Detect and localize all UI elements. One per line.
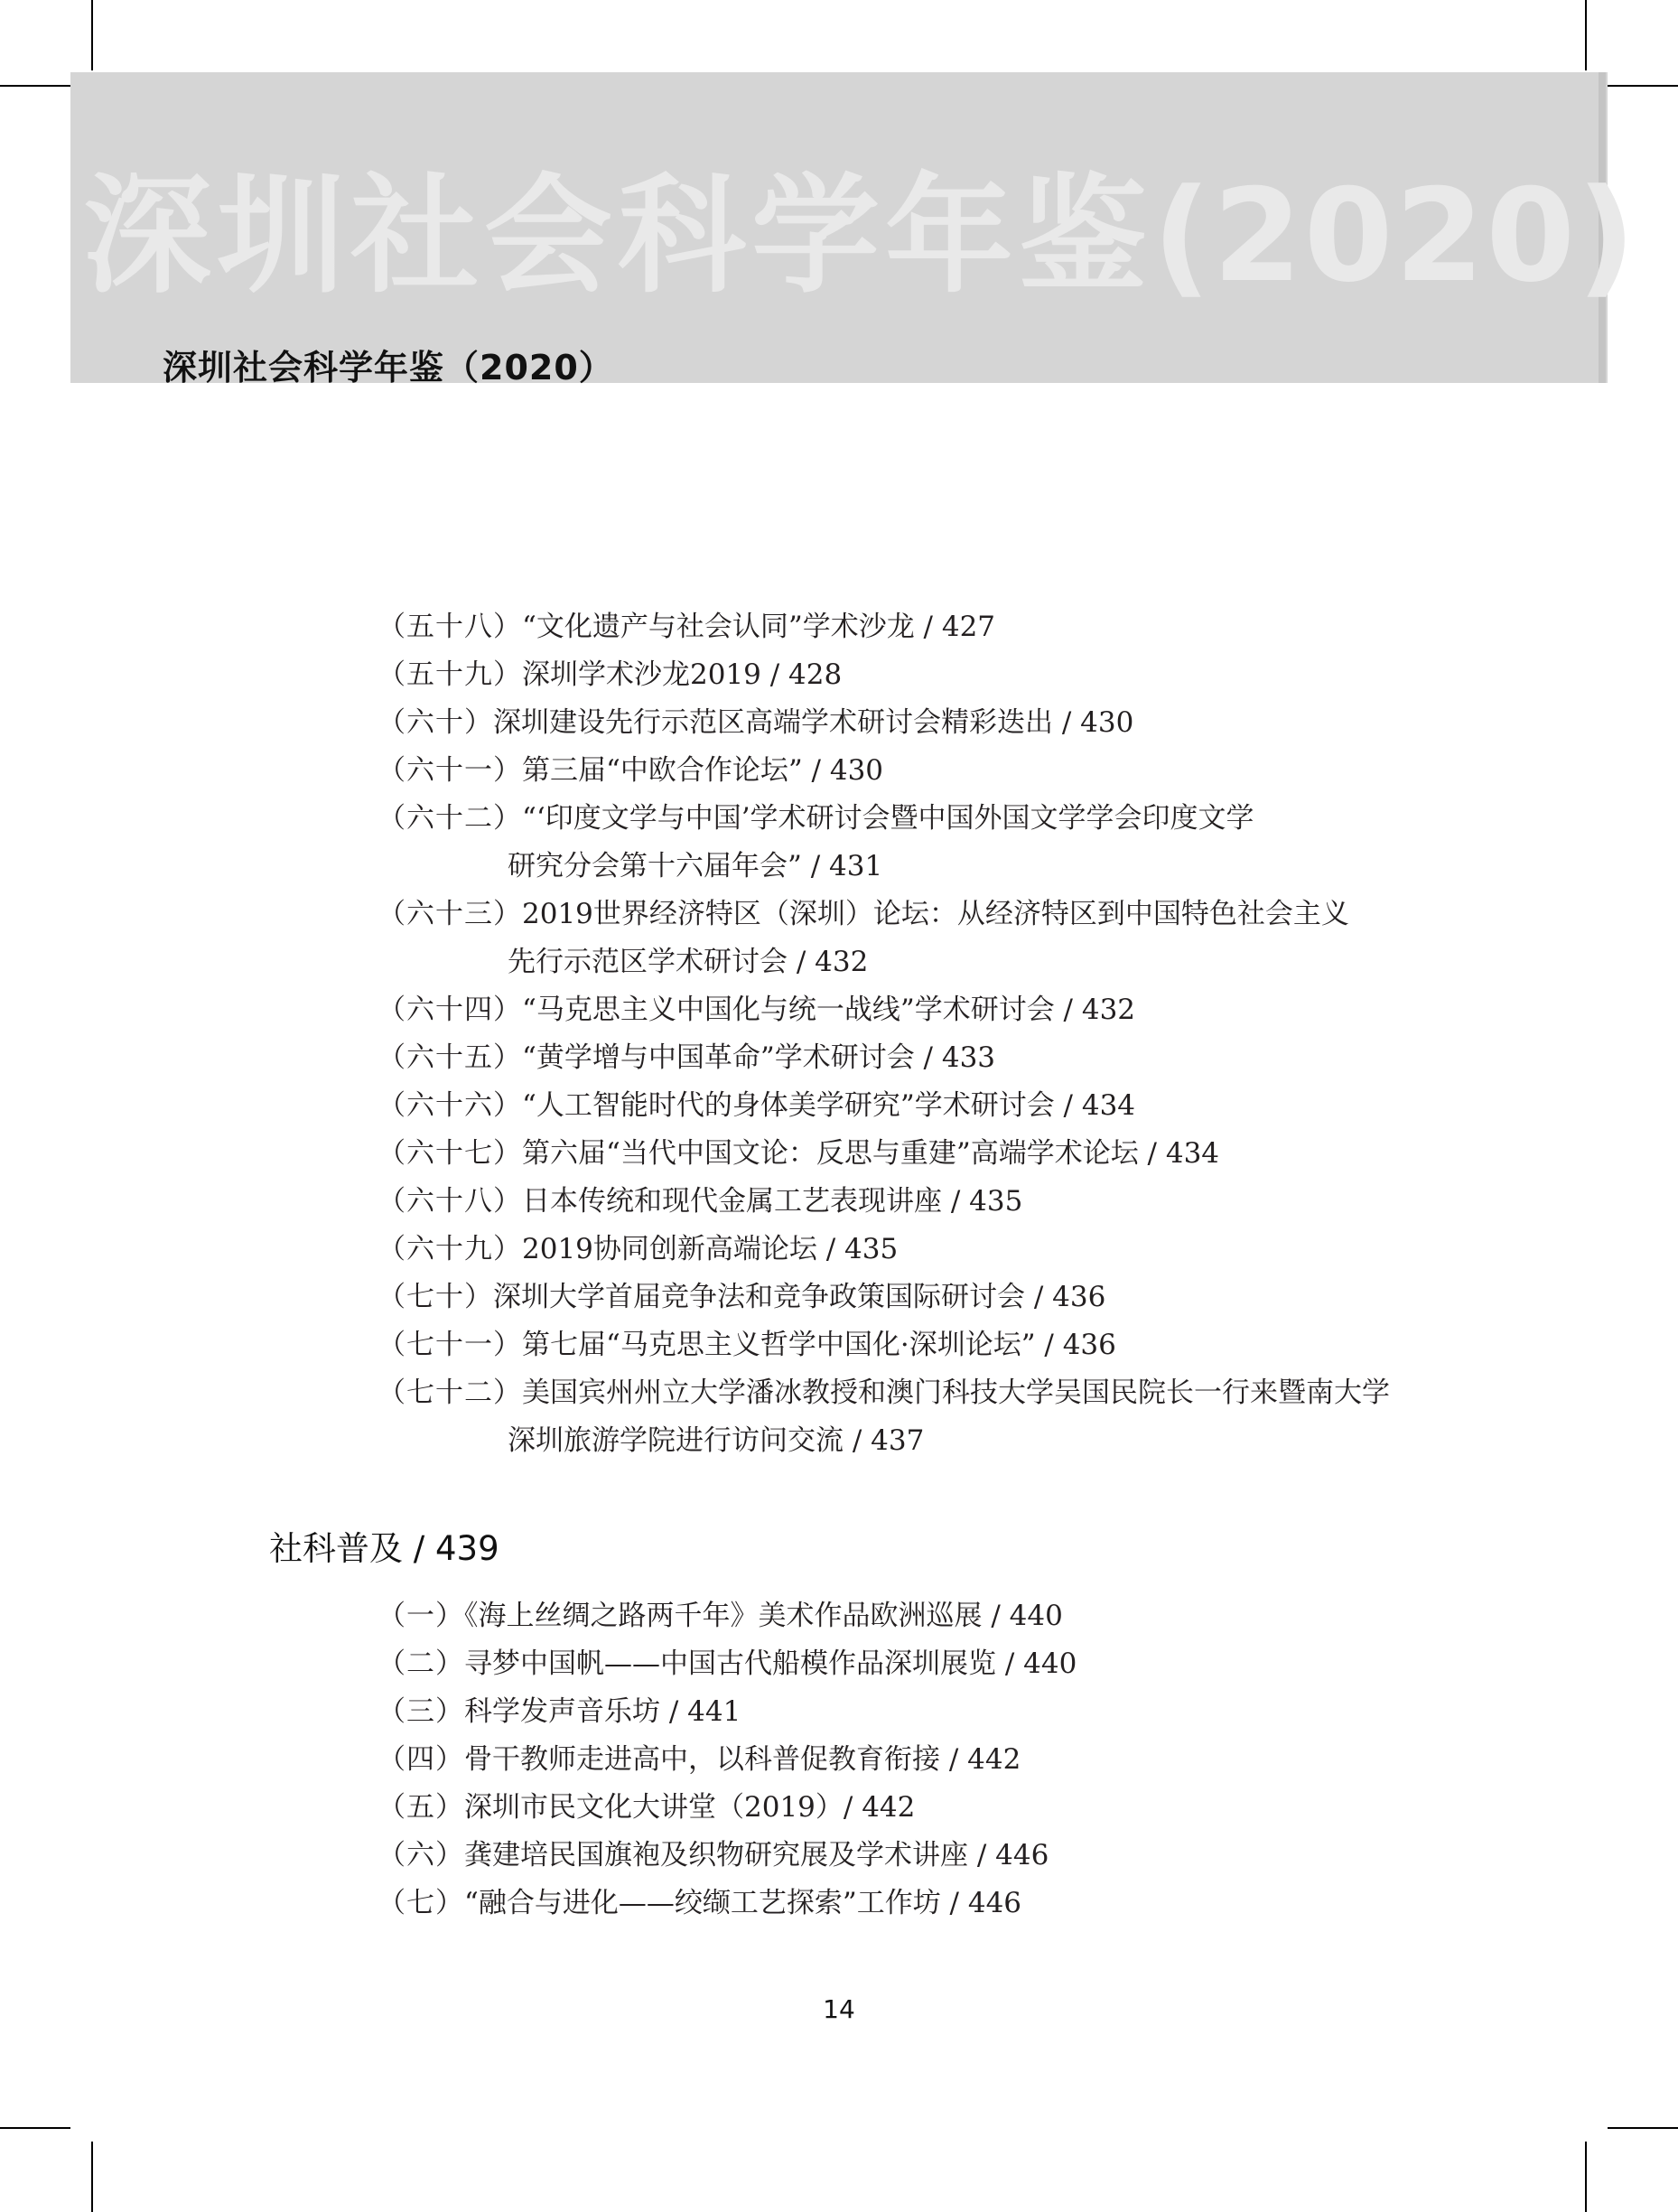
crop-mark-top-right-v bbox=[1585, 0, 1587, 70]
toc-entry-title: 寻梦中国帆——中国古代船模作品深圳展览 / 440 bbox=[464, 1647, 1077, 1680]
toc-entry-number: （二） bbox=[378, 1647, 464, 1680]
toc-entry-continuation: 深圳旅游学院进行访问交流 / 437 bbox=[508, 1424, 925, 1457]
toc-entry-number: （六十三） bbox=[378, 898, 522, 930]
toc-entry-title: 深圳大学首届竞争法和竞争政策国际研讨会 / 436 bbox=[493, 1281, 1106, 1313]
toc-entry-number: （四） bbox=[378, 1743, 464, 1776]
toc-entry-title: “黄学增与中国革命”学术研讨会 / 433 bbox=[522, 1041, 996, 1074]
toc-entry-number: （五十八） bbox=[378, 611, 522, 643]
section-heading[interactable]: 社科普及 / 439 bbox=[269, 1529, 499, 1568]
toc-entry[interactable] bbox=[378, 1130, 1461, 1178]
toc-entry-title: 深圳学术沙龙2019 / 428 bbox=[522, 658, 843, 691]
toc-entry-title: 第七届“马克思主义哲学中国化·深圳论坛” / 436 bbox=[522, 1329, 1116, 1361]
toc-entry-number: （七十一） bbox=[378, 1329, 522, 1361]
watermark-year: (2020) bbox=[1152, 162, 1638, 311]
toc-entry[interactable] bbox=[378, 651, 1461, 699]
toc-entry-title: 龚建培民国旗袍及织物研究展及学术讲座 / 446 bbox=[464, 1839, 1049, 1871]
toc-entry-title: “马克思主义中国化与统一战线”学术研讨会 / 432 bbox=[522, 994, 1136, 1026]
toc-entry-continuation: 先行示范区学术研讨会 / 432 bbox=[508, 946, 869, 978]
toc-entry-title: 骨干教师走进高中，以科普促教育衔接 / 442 bbox=[464, 1743, 1021, 1776]
toc-entry-title: 日本传统和现代金属工艺表现讲座 / 435 bbox=[522, 1185, 1023, 1218]
toc-entry-continuation: 研究分会第十六届年会” / 431 bbox=[508, 850, 883, 882]
toc-entry[interactable] bbox=[378, 795, 1461, 891]
toc-entry-title: “融合与进化——绞缬工艺探索”工作坊 / 446 bbox=[464, 1887, 1022, 1919]
toc-entry-title: “文化遗产与社会认同”学术沙龙 / 427 bbox=[522, 611, 996, 643]
toc-entry-title: 2019协同创新高端论坛 / 435 bbox=[522, 1233, 899, 1265]
toc-list-part2 bbox=[378, 1592, 1461, 1927]
toc-entry-number: （六十九） bbox=[378, 1233, 522, 1265]
toc-entry-number: （七十二） bbox=[378, 1377, 522, 1409]
toc-entry[interactable] bbox=[378, 1178, 1461, 1226]
toc-entry-title: 第六届“当代中国文论：反思与重建”高端学术论坛 / 434 bbox=[522, 1137, 1220, 1170]
header-watermark bbox=[83, 161, 1638, 311]
toc-entry[interactable] bbox=[378, 1034, 1461, 1082]
toc-entry[interactable] bbox=[378, 1832, 1461, 1880]
running-head: 深圳社会科学年鉴（2020） bbox=[163, 348, 614, 387]
toc-entry-title: 深圳建设先行示范区高端学术研讨会精彩迭出 / 430 bbox=[493, 706, 1134, 739]
toc-entry-number: （六十二） bbox=[378, 802, 522, 835]
toc-entry-title: “人工智能时代的身体美学研究”学术研讨会 / 434 bbox=[522, 1089, 1136, 1122]
toc-entry-title: 2019世界经济特区（深圳）论坛：从经济特区到中国特色社会主义 bbox=[522, 898, 1349, 930]
toc-entry[interactable] bbox=[378, 1321, 1461, 1369]
toc-entry-number: （六十六） bbox=[378, 1089, 522, 1122]
toc-entry-number: （六十五） bbox=[378, 1041, 522, 1074]
crop-mark-bottom-left-h bbox=[0, 2127, 70, 2129]
watermark-text: 深圳社会科学年鉴 bbox=[83, 161, 1152, 311]
toc-entry-title: 美国宾州州立大学潘冰教授和澳门科技大学吴国民院长一行来暨南大学 bbox=[522, 1377, 1390, 1409]
toc-entry-title: 科学发声音乐坊 / 441 bbox=[464, 1695, 741, 1728]
crop-mark-top-left-h bbox=[0, 85, 70, 87]
toc-entry[interactable] bbox=[378, 603, 1461, 651]
toc-entry-title: “‘印度文学与中国’学术研讨会暨中国外国文学学会印度文学 bbox=[522, 802, 1254, 835]
toc-entry[interactable] bbox=[378, 1688, 1461, 1736]
toc-entry-title: 《海上丝绸之路两千年》美术作品欧洲巡展 / 440 bbox=[464, 1600, 1063, 1632]
toc-entry-number: （六） bbox=[378, 1839, 464, 1871]
toc-entry-number: （六十一） bbox=[378, 754, 522, 787]
toc-entry[interactable] bbox=[378, 1082, 1461, 1130]
crop-mark-bottom-left-v bbox=[91, 2142, 93, 2212]
toc-entry[interactable] bbox=[378, 986, 1461, 1034]
toc-entry-number: （五） bbox=[378, 1791, 464, 1824]
toc-entry-number: （六十四） bbox=[378, 994, 522, 1026]
toc-entry[interactable] bbox=[378, 1784, 1461, 1832]
crop-mark-top-right-h bbox=[1608, 85, 1678, 87]
crop-mark-bottom-right-h bbox=[1608, 2127, 1678, 2129]
toc-entry[interactable] bbox=[378, 699, 1461, 747]
toc-entry-number: （六十七） bbox=[378, 1137, 522, 1170]
crop-mark-top-left-v bbox=[91, 0, 93, 70]
toc-entry-number: （三） bbox=[378, 1695, 464, 1728]
crop-mark-bottom-right-v bbox=[1585, 2142, 1587, 2212]
toc-entry[interactable] bbox=[378, 1736, 1461, 1784]
toc-entry-number: （六十） bbox=[378, 706, 493, 739]
toc-entry[interactable] bbox=[378, 1226, 1461, 1274]
toc-entry-number: （一） bbox=[378, 1600, 464, 1632]
toc-entry-number: （七十） bbox=[378, 1281, 493, 1313]
page-number: 14 bbox=[823, 1994, 855, 2024]
toc-entry[interactable] bbox=[378, 1640, 1461, 1688]
toc-entry[interactable] bbox=[378, 1369, 1461, 1465]
toc-entry[interactable] bbox=[378, 747, 1461, 795]
toc-entry-number: （五十九） bbox=[378, 658, 522, 691]
toc-entry[interactable] bbox=[378, 1274, 1461, 1321]
toc-entry[interactable] bbox=[378, 891, 1461, 986]
toc-entry-number: （七） bbox=[378, 1887, 464, 1919]
toc-entry-number: （六十八） bbox=[378, 1185, 522, 1218]
toc-list-part1 bbox=[378, 603, 1461, 1465]
toc-entry-title: 深圳市民文化大讲堂（2019）/ 442 bbox=[464, 1791, 916, 1824]
toc-entry[interactable] bbox=[378, 1592, 1461, 1640]
toc-entry[interactable] bbox=[378, 1880, 1461, 1927]
toc-entry-title: 第三届“中欧合作论坛” / 430 bbox=[522, 754, 884, 787]
